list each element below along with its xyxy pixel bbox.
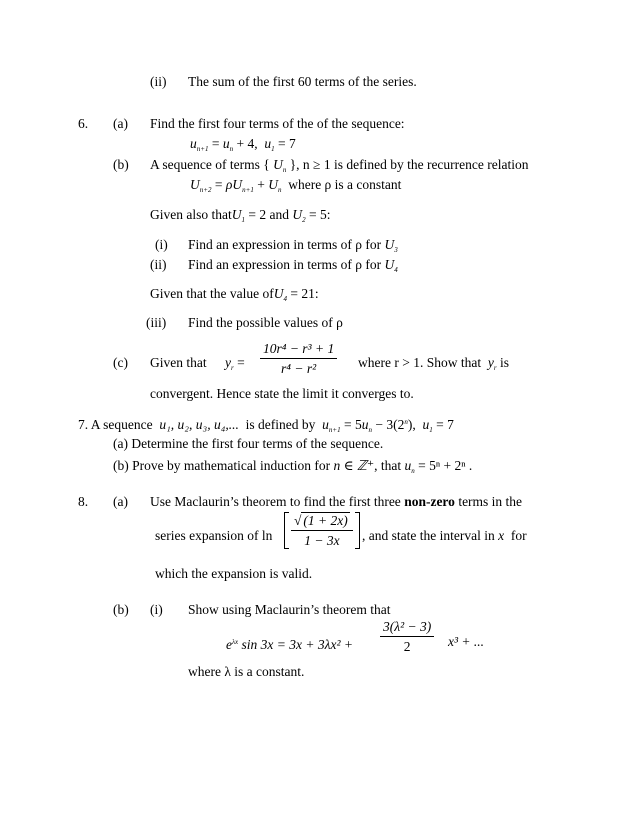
q8-part-i-label: (i)	[150, 602, 163, 617]
q6-part-i-text: Find an expression in terms of ρ for $U_3$	[188, 237, 398, 254]
q7-b-2: n ∈ ℤ⁺	[333, 458, 375, 473]
q8-series-numerator: √ (1 + 2x)	[291, 512, 353, 531]
q6-c-numerator: 10r⁴ − r³ + 1	[260, 340, 337, 359]
q6-part-c-text-4: convergent. Hence state the limit it converges to.	[150, 386, 414, 401]
q8-a-text-2: terms in the	[458, 494, 523, 509]
q6-c-text-3: is	[499, 355, 509, 370]
q7-b-4: = 5ⁿ + 2ⁿ .	[418, 458, 473, 473]
q6-part-c-label: (c)	[113, 355, 128, 370]
q6-b-formula-tail: where ρ is a constant	[288, 177, 402, 192]
q6-given1-a: Given also that	[150, 207, 232, 222]
q6-b-text-2: }, n ≥ 1 is defined by the recurrence relation	[289, 157, 529, 172]
q6-given2-a: Given that the value of	[150, 286, 274, 301]
q6-c-fraction	[260, 340, 337, 377]
q8-valid-text: which the expansion is valid.	[155, 566, 313, 581]
q6-part-ii-label: (ii)	[150, 257, 167, 272]
q6-number: 6.	[78, 116, 89, 131]
q5-part-ii-text: The sum of the first 60 terms of the series.	[188, 74, 417, 89]
q8-lhs: sin 3x = 3x + 3λx² +	[241, 637, 353, 652]
q8-maclaurin-tail	[448, 634, 484, 650]
q5-part-ii-label: (ii)	[150, 74, 167, 89]
q8-part-a-text	[150, 494, 522, 510]
q8-tail: x³ + ...	[448, 634, 485, 649]
q8-fraction	[380, 618, 434, 655]
q7-part-b: (b) Prove by mathematical induction for n ∈ ℤ⁺, that $u_n = 5^n + 2^n$ .	[113, 458, 473, 475]
q7-defined: is defined by	[245, 417, 316, 432]
q6-part-b-text: A sequence of terms { $U_n$ }, n ≥ 1 is defined by the recurrence relation	[150, 157, 529, 174]
q8-series-fraction	[291, 512, 353, 549]
q8-series-text-1: series expansion of ln	[155, 528, 273, 543]
q6-part-a-text: Find the first four terms of the of the sequence:	[150, 116, 405, 131]
q8-part-a-label: (a)	[113, 494, 128, 509]
q8-bracket	[284, 512, 360, 549]
q8-series-3: x	[498, 528, 505, 543]
q7-part-a: (a) Determine the first four terms of the sequence.	[113, 436, 384, 451]
q8-maclaurin-lhs: $e^{\lambda x}$ sin 3x = 3x + 3λx² +	[226, 637, 353, 652]
q6-part-a-label: (a)	[113, 116, 128, 131]
q8-part-b-label: (b)	[113, 602, 129, 617]
q6-part-iii-text: Find the possible values of ρ	[188, 315, 343, 330]
q6-part-c-text-1: Given that	[150, 355, 207, 370]
q8-series-bracket	[284, 512, 360, 549]
q7-lead: 7. A sequence	[78, 417, 153, 432]
q7-formula: $u_{n+1} = 5u_n - 3(2^n)$, $u_1 = 7$	[322, 417, 454, 434]
q7-b-1: (b) Prove by mathematical induction for	[113, 458, 331, 473]
q6-part-iii-label: (iii)	[146, 315, 167, 330]
q6-part-ii-text: Find an expression in terms of ρ for $U_4$	[188, 257, 398, 274]
q6-part-a-formula: $u_{n+1} = u_n + 4$, $u_1 = 7$	[190, 136, 296, 153]
q6-part-c-text-2: where r > 1. Show that $y_r$ is	[358, 355, 509, 372]
q8-series-2: , and state the interval in	[362, 528, 495, 543]
q8-a-text-1: Use Maclaurin’s theorem to find the first three	[150, 494, 401, 509]
q6-given1-b: = 2 and	[248, 207, 289, 222]
q6-part-i-label: (i)	[155, 237, 168, 252]
q8-series-num-value: (1 + 2x)	[303, 513, 348, 528]
q6-given-2: Given that the value ofU$_4$ = 21:	[150, 286, 319, 303]
q6-ii-text: Find an expression in terms of ρ for	[188, 257, 382, 272]
q8-a-bold: non-zero	[404, 494, 455, 509]
q7-b-3: , that	[374, 458, 402, 473]
q8-where-text: where λ is a constant.	[188, 664, 305, 679]
q6-i-text: Find an expression in terms of ρ for	[188, 237, 382, 252]
q8-maclaurin-frac	[378, 618, 436, 655]
q6-b-text-1: A sequence of terms {	[150, 157, 270, 172]
q6-part-b-label: (b)	[113, 157, 129, 172]
q6-given1-c: = 5:	[308, 207, 331, 222]
q8-part-i-text: Show using Maclaurin’s theorem that	[188, 602, 391, 617]
q8-series-4: for	[510, 528, 527, 543]
q8-frac-numerator: 3(λ² − 3)	[380, 618, 434, 637]
q6-given2-b: = 21:	[290, 286, 319, 301]
q6-given-1: Given also thatU$_1$ = 2 and $U_2 = 5$:	[150, 207, 331, 224]
q6-c-denominator: r⁴ − r²	[281, 361, 317, 376]
q8-number: 8.	[78, 494, 89, 509]
q6-part-c-fraction	[258, 340, 339, 377]
q6-part-c-y: $y_r$ =	[225, 355, 245, 372]
q7-intro	[78, 414, 454, 438]
q7-sequence: u₁, u₂, u₃, u₄,...	[159, 417, 239, 432]
q8-frac-denominator: 2	[403, 639, 411, 654]
q6-c-text-2: where r > 1. Show that	[358, 355, 482, 370]
q8-series-denominator: 1 − 3x	[304, 533, 340, 548]
q8-series-text-2	[362, 528, 527, 544]
q6-part-b-formula: $U_{n+2} = \rho U_{n+1} + U_n$ where ρ is a constant	[190, 177, 402, 194]
